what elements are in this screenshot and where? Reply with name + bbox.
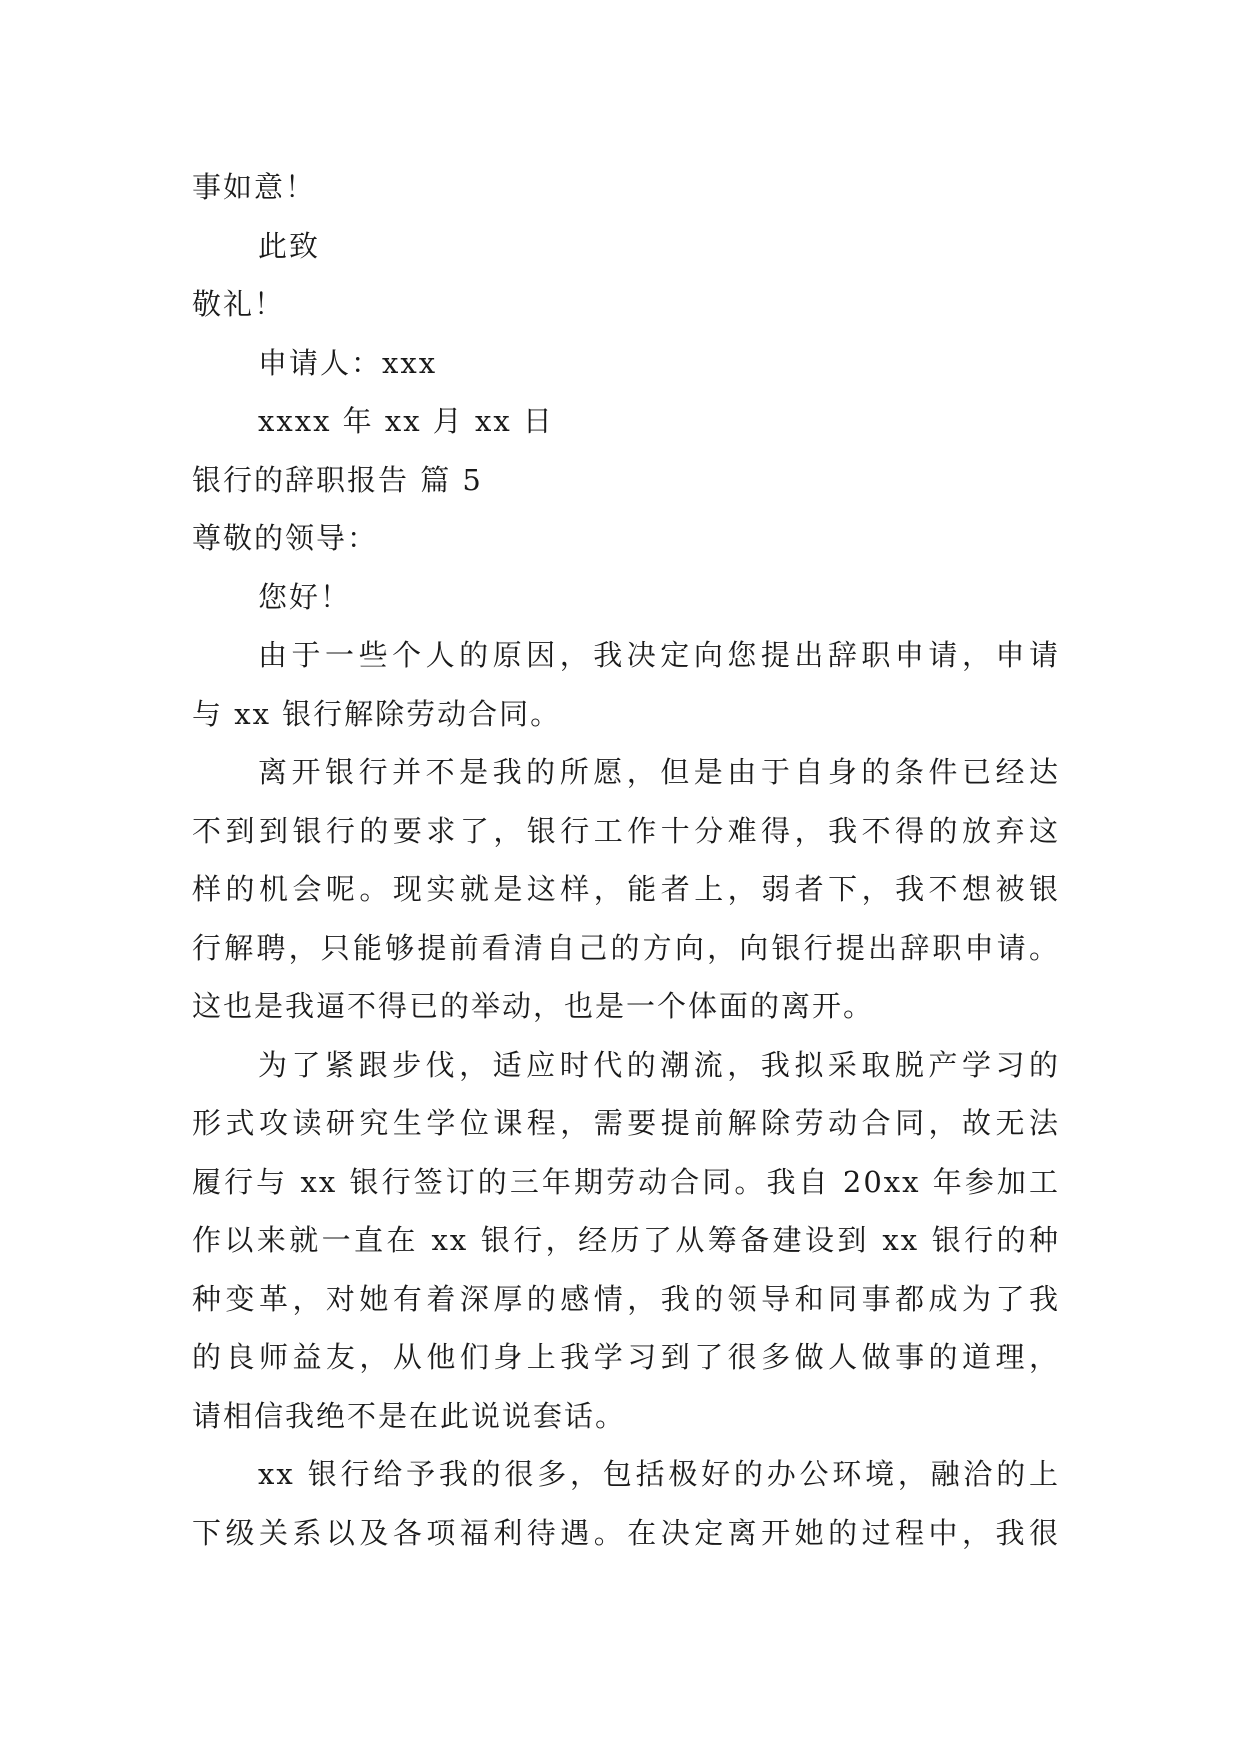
text-line: 由于一些个人的原因，我决定向您提出辞职申请，申请 bbox=[258, 638, 1060, 672]
text-line: 为了紧跟步伐，适应时代的潮流，我拟采取脱产学习的 bbox=[258, 1047, 1060, 1082]
text-line: 与 xx 银行解除劳动合同。 bbox=[192, 696, 562, 731]
text-line: 尊敬的领导： bbox=[192, 521, 379, 555]
text-line: 履行与 xx 银行签订的三年期劳动合同。我自 20xx 年参加工 bbox=[192, 1164, 1060, 1199]
text-line: 的良师益友，从他们身上我学习到了很多做人做事的道理， bbox=[192, 1340, 1060, 1374]
text-line: 种变革，对她有着深厚的感情，我的领导和同事都成为了我 bbox=[192, 1281, 1060, 1316]
text-line: 请相信我绝不是在此说说套话。 bbox=[192, 1398, 627, 1433]
text-line: 形式攻读研究生学位课程，需要提前解除劳动合同，故无法 bbox=[192, 1106, 1060, 1140]
text-line: 申请人：xxx bbox=[258, 345, 438, 380]
text-line: 敬礼！ bbox=[192, 287, 286, 321]
text-line: 离开银行并不是我的所愿，但是由于自身的条件已经达 bbox=[258, 755, 1060, 789]
text-line: 不到到银行的要求了，银行工作十分难得，我不得的放弃这 bbox=[192, 813, 1060, 848]
text-line: xxxx 年 xx 月 xx 日 bbox=[258, 404, 554, 438]
text-line: 样的机会呢。现实就是这样，能者上，弱者下，我不想被银 bbox=[192, 872, 1060, 906]
text-line: 这也是我逼不得已的举动，也是一个体面的离开。 bbox=[192, 989, 875, 1023]
letter-body bbox=[192, 158, 1060, 1562]
text-line: 下级关系以及各项福利待遇。在决定离开她的过程中，我很 bbox=[192, 1515, 1060, 1550]
text-line: 作以来就一直在 xx 银行，经历了从筹备建设到 xx 银行的种 bbox=[192, 1223, 1060, 1257]
text-line: 行解聘，只能够提前看清自己的方向，向银行提出辞职申请。 bbox=[192, 930, 1060, 965]
text-line: 银行的辞职报告 篇 5 bbox=[192, 462, 483, 497]
text-line: 您好！ bbox=[258, 579, 352, 614]
text-line: 此致 bbox=[258, 228, 321, 263]
text-line: xx 银行给予我的很多，包括极好的办公环境，融洽的上 bbox=[258, 1457, 1060, 1491]
text-line: 事如意！ bbox=[192, 170, 317, 204]
